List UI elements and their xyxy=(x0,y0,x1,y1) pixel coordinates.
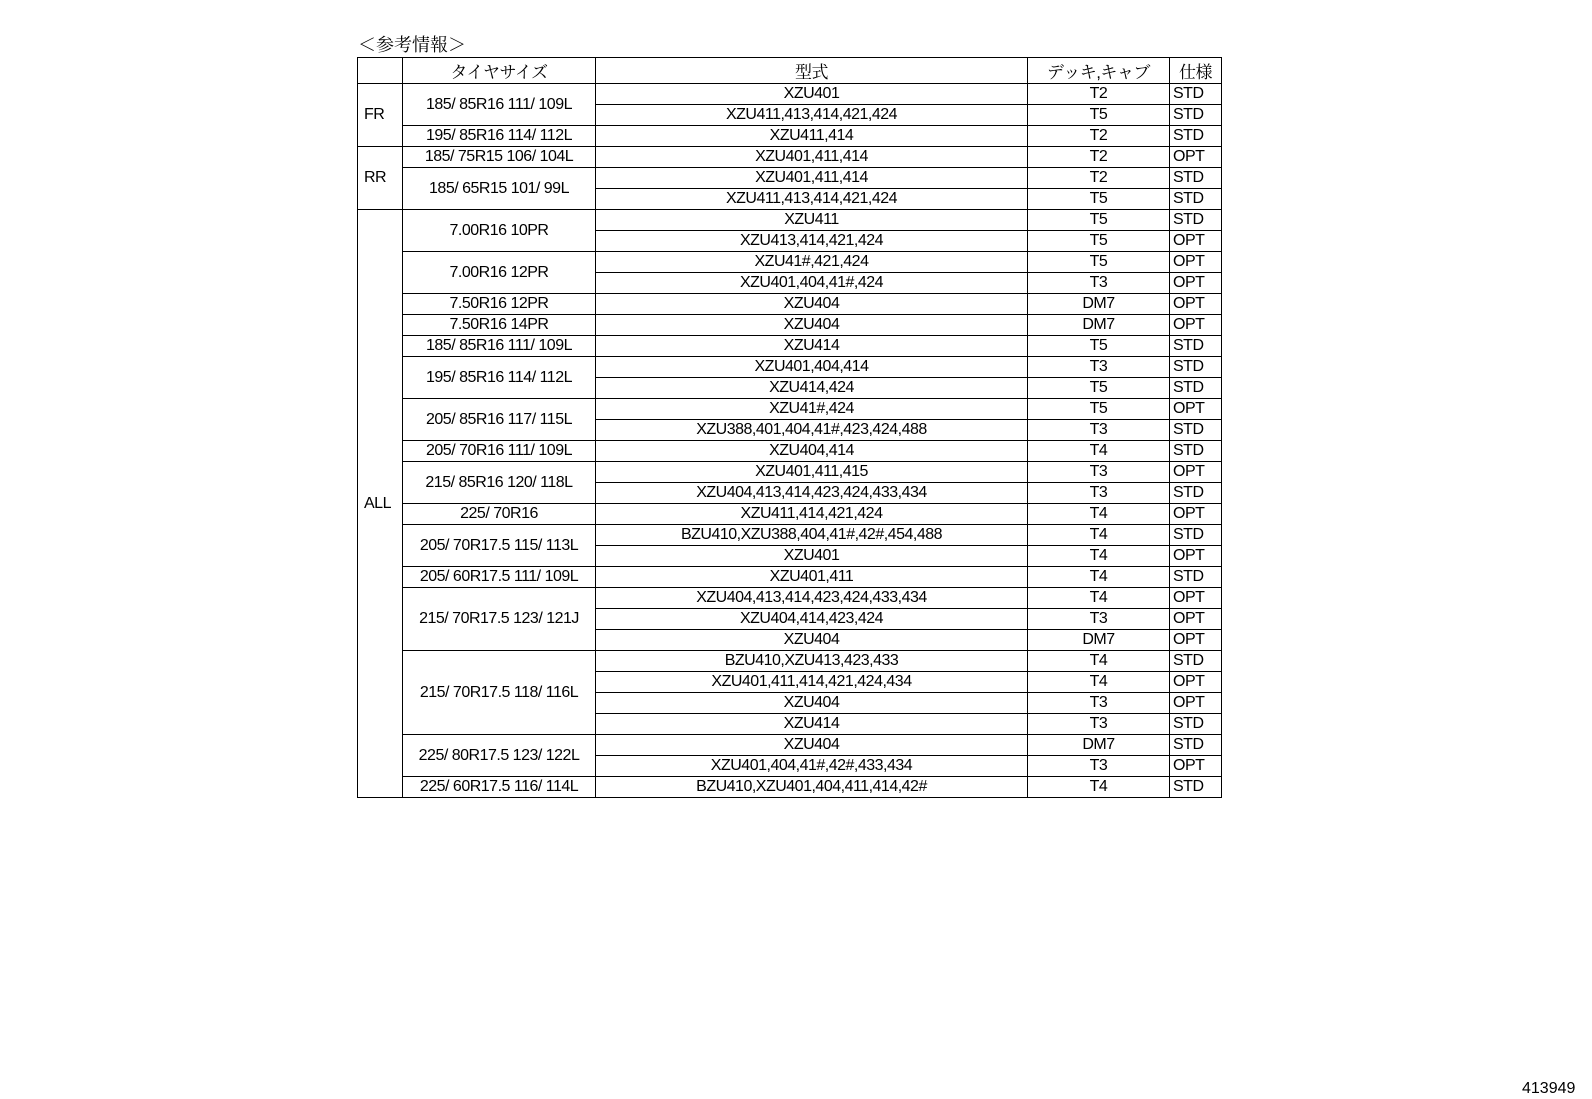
spec-cell: STD xyxy=(1170,567,1222,588)
deck-cab-cell: T4 xyxy=(1028,546,1170,567)
deck-cab-cell: T3 xyxy=(1028,693,1170,714)
tire-spec-table xyxy=(357,57,1222,798)
model-cell: XZU401,411 xyxy=(596,567,1028,588)
spec-cell: STD xyxy=(1170,525,1222,546)
model-cell: XZU411,414 xyxy=(596,126,1028,147)
deck-cab-cell: T4 xyxy=(1028,525,1170,546)
deck-cab-cell: T3 xyxy=(1028,714,1170,735)
header-group xyxy=(358,58,403,84)
deck-cab-cell: T5 xyxy=(1028,378,1170,399)
tire-size-cell: 215/ 85R16 120/ 118L xyxy=(403,462,596,504)
group-cell: FR xyxy=(358,84,403,147)
tire-size-cell: 225/ 70R16 xyxy=(403,504,596,525)
model-cell: XZU401,404,41#,42#,433,434 xyxy=(596,756,1028,777)
table-row xyxy=(358,525,1222,546)
tire-size-cell: 195/ 85R16 114/ 112L xyxy=(403,357,596,399)
tire-size-cell: 185/ 75R15 106/ 104L xyxy=(403,147,596,168)
table-row xyxy=(358,252,1222,273)
model-cell: XZU404 xyxy=(596,315,1028,336)
deck-cab-cell: T5 xyxy=(1028,252,1170,273)
tire-size-cell: 205/ 85R16 117/ 115L xyxy=(403,399,596,441)
model-cell: XZU401,411,414 xyxy=(596,168,1028,189)
spec-cell: STD xyxy=(1170,441,1222,462)
model-cell: XZU404 xyxy=(596,294,1028,315)
spec-cell: OPT xyxy=(1170,693,1222,714)
header-spec: 仕様 xyxy=(1170,58,1222,84)
model-cell: XZU414 xyxy=(596,714,1028,735)
model-cell: XZU414,424 xyxy=(596,378,1028,399)
table-row xyxy=(358,357,1222,378)
spec-cell: STD xyxy=(1170,126,1222,147)
spec-cell: OPT xyxy=(1170,630,1222,651)
table-row xyxy=(358,567,1222,588)
deck-cab-cell: T4 xyxy=(1028,651,1170,672)
deck-cab-cell: T4 xyxy=(1028,777,1170,798)
spec-cell: OPT xyxy=(1170,315,1222,336)
model-cell: XZU404 xyxy=(596,693,1028,714)
tire-size-cell: 225/ 60R17.5 116/ 114L xyxy=(403,777,596,798)
deck-cab-cell: DM7 xyxy=(1028,735,1170,756)
tire-size-cell: 205/ 70R17.5 115/ 113L xyxy=(403,525,596,567)
spec-cell: STD xyxy=(1170,651,1222,672)
document-number: 413949 xyxy=(1522,1080,1576,1097)
model-cell: XZU404 xyxy=(596,735,1028,756)
deck-cab-cell: T3 xyxy=(1028,462,1170,483)
spec-cell: OPT xyxy=(1170,588,1222,609)
spec-cell: OPT xyxy=(1170,294,1222,315)
tire-size-cell: 7.00R16 10PR xyxy=(403,210,596,252)
spec-cell: STD xyxy=(1170,357,1222,378)
table-row xyxy=(358,777,1222,798)
spec-cell: STD xyxy=(1170,378,1222,399)
model-cell: XZU404 xyxy=(596,630,1028,651)
spec-cell: OPT xyxy=(1170,672,1222,693)
table-row xyxy=(358,735,1222,756)
model-cell: XZU404,413,414,423,424,433,434 xyxy=(596,483,1028,504)
table-row xyxy=(358,504,1222,525)
tire-size-cell: 225/ 80R17.5 123/ 122L xyxy=(403,735,596,777)
deck-cab-cell: T3 xyxy=(1028,357,1170,378)
reference-info-caption: ＜参考情報＞ xyxy=(358,35,466,55)
deck-cab-cell: T3 xyxy=(1028,420,1170,441)
deck-cab-cell: T3 xyxy=(1028,609,1170,630)
tire-size-cell: 7.00R16 12PR xyxy=(403,252,596,294)
spec-cell: STD xyxy=(1170,483,1222,504)
deck-cab-cell: T5 xyxy=(1028,189,1170,210)
spec-cell: OPT xyxy=(1170,756,1222,777)
deck-cab-cell: T2 xyxy=(1028,84,1170,105)
table-row xyxy=(358,336,1222,357)
tire-size-cell: 205/ 70R16 111/ 109L xyxy=(403,441,596,462)
spec-cell: OPT xyxy=(1170,252,1222,273)
group-cell: RR xyxy=(358,147,403,210)
model-cell: XZU401 xyxy=(596,546,1028,567)
model-cell: BZU410,XZU401,404,411,414,42# xyxy=(596,777,1028,798)
deck-cab-cell: T5 xyxy=(1028,231,1170,252)
tire-size-cell: 7.50R16 12PR xyxy=(403,294,596,315)
table-row xyxy=(358,651,1222,672)
spec-cell: STD xyxy=(1170,735,1222,756)
tire-size-cell: 215/ 70R17.5 118/ 116L xyxy=(403,651,596,735)
model-cell: XZU41#,424 xyxy=(596,399,1028,420)
model-cell: XZU401,404,414 xyxy=(596,357,1028,378)
tire-size-cell: 195/ 85R16 114/ 112L xyxy=(403,126,596,147)
model-cell: XZU404,414 xyxy=(596,441,1028,462)
spec-cell: STD xyxy=(1170,189,1222,210)
group-cell: ALL xyxy=(358,210,403,798)
table-row xyxy=(358,588,1222,609)
header-tire-size: タイヤサイズ xyxy=(403,58,596,84)
header-model: 型式 xyxy=(596,58,1028,84)
spec-cell: OPT xyxy=(1170,462,1222,483)
model-cell: XZU41#,421,424 xyxy=(596,252,1028,273)
model-cell: XZU411,413,414,421,424 xyxy=(596,105,1028,126)
model-cell: XZU401,411,415 xyxy=(596,462,1028,483)
deck-cab-cell: T4 xyxy=(1028,441,1170,462)
spec-cell: STD xyxy=(1170,168,1222,189)
model-cell: XZU413,414,421,424 xyxy=(596,231,1028,252)
spec-cell: OPT xyxy=(1170,504,1222,525)
deck-cab-cell: T5 xyxy=(1028,105,1170,126)
model-cell: XZU388,401,404,41#,423,424,488 xyxy=(596,420,1028,441)
tire-size-cell: 215/ 70R17.5 123/ 121J xyxy=(403,588,596,651)
spec-cell: STD xyxy=(1170,210,1222,231)
deck-cab-cell: T5 xyxy=(1028,399,1170,420)
table-row xyxy=(358,462,1222,483)
header-row xyxy=(358,58,1222,84)
table-row xyxy=(358,126,1222,147)
table-row xyxy=(358,294,1222,315)
deck-cab-cell: T4 xyxy=(1028,567,1170,588)
tire-size-cell: 185/ 85R16 111/ 109L xyxy=(403,336,596,357)
table-row xyxy=(358,441,1222,462)
deck-cab-cell: T3 xyxy=(1028,483,1170,504)
spec-cell: OPT xyxy=(1170,609,1222,630)
table-row xyxy=(358,147,1222,168)
deck-cab-cell: T2 xyxy=(1028,126,1170,147)
deck-cab-cell: DM7 xyxy=(1028,315,1170,336)
table-row xyxy=(358,399,1222,420)
spec-cell: STD xyxy=(1170,714,1222,735)
table-row xyxy=(358,315,1222,336)
table-row xyxy=(358,210,1222,231)
model-cell: XZU411,413,414,421,424 xyxy=(596,189,1028,210)
model-cell: XZU401,404,41#,424 xyxy=(596,273,1028,294)
deck-cab-cell: T4 xyxy=(1028,588,1170,609)
tire-size-cell: 185/ 85R16 111/ 109L xyxy=(403,84,596,126)
deck-cab-cell: T5 xyxy=(1028,336,1170,357)
spec-cell: OPT xyxy=(1170,399,1222,420)
tire-size-cell: 205/ 60R17.5 111/ 109L xyxy=(403,567,596,588)
spec-cell: STD xyxy=(1170,420,1222,441)
model-cell: XZU404,414,423,424 xyxy=(596,609,1028,630)
tire-size-cell: 185/ 65R15 101/ 99L xyxy=(403,168,596,210)
spec-cell: OPT xyxy=(1170,231,1222,252)
deck-cab-cell: DM7 xyxy=(1028,630,1170,651)
model-cell: XZU404,413,414,423,424,433,434 xyxy=(596,588,1028,609)
model-cell: XZU414 xyxy=(596,336,1028,357)
spec-cell: STD xyxy=(1170,84,1222,105)
model-cell: XZU411,414,421,424 xyxy=(596,504,1028,525)
spec-cell: STD xyxy=(1170,777,1222,798)
deck-cab-cell: T3 xyxy=(1028,273,1170,294)
table-row xyxy=(358,84,1222,105)
spec-cell: STD xyxy=(1170,105,1222,126)
deck-cab-cell: T4 xyxy=(1028,504,1170,525)
deck-cab-cell: T2 xyxy=(1028,147,1170,168)
model-cell: BZU410,XZU388,404,41#,42#,454,488 xyxy=(596,525,1028,546)
tire-size-cell: 7.50R16 14PR xyxy=(403,315,596,336)
deck-cab-cell: T3 xyxy=(1028,756,1170,777)
header-deck-cab: デッキ,キャブ xyxy=(1028,58,1170,84)
model-cell: BZU410,XZU413,423,433 xyxy=(596,651,1028,672)
model-cell: XZU401,411,414,421,424,434 xyxy=(596,672,1028,693)
deck-cab-cell: T2 xyxy=(1028,168,1170,189)
spec-cell: OPT xyxy=(1170,546,1222,567)
deck-cab-cell: DM7 xyxy=(1028,294,1170,315)
deck-cab-cell: T4 xyxy=(1028,672,1170,693)
spec-cell: STD xyxy=(1170,336,1222,357)
model-cell: XZU411 xyxy=(596,210,1028,231)
spec-cell: OPT xyxy=(1170,147,1222,168)
spec-cell: OPT xyxy=(1170,273,1222,294)
model-cell: XZU401,411,414 xyxy=(596,147,1028,168)
table-row xyxy=(358,168,1222,189)
model-cell: XZU401 xyxy=(596,84,1028,105)
deck-cab-cell: T5 xyxy=(1028,210,1170,231)
